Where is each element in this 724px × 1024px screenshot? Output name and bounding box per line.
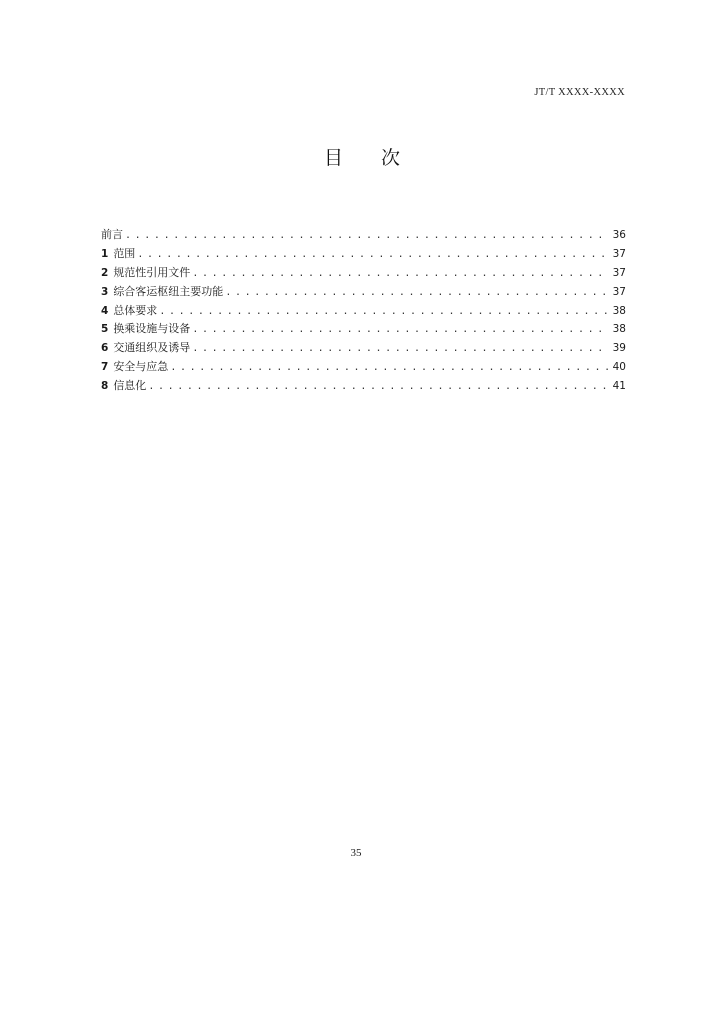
- toc-entry-number: 2: [101, 266, 109, 279]
- toc-entry-page: 37: [612, 285, 626, 298]
- page-number: 35: [350, 847, 362, 859]
- toc-entry-title: 信息化: [113, 379, 147, 393]
- toc-entry-7[interactable]: [101, 358, 626, 377]
- toc-leader-dots: [170, 359, 609, 378]
- toc-entry-title: 规范性引用文件: [113, 265, 191, 279]
- toc-entry-page: 37: [612, 247, 626, 260]
- toc-entry-title: 前言: [101, 228, 123, 241]
- toc-entry-title: 范围: [113, 246, 136, 260]
- toc-entry-title: 安全与应急: [113, 360, 169, 374]
- title-part-2: 次: [381, 147, 401, 169]
- standard-code: JT/T XXXX-XXXX: [534, 87, 625, 98]
- toc-entry-4[interactable]: [101, 302, 626, 321]
- table-of-contents: [101, 226, 626, 396]
- toc-entry-title: 交通组织及诱导: [113, 341, 191, 355]
- toc-entry-number: 7: [101, 361, 109, 374]
- toc-entry-number: 5: [101, 323, 109, 336]
- toc-entry-page: 37: [612, 266, 626, 279]
- toc-entry-page: 38: [612, 304, 626, 317]
- toc-leader-dots: [225, 284, 609, 303]
- toc-entry-5[interactable]: [101, 320, 626, 339]
- toc-leader-dots: [137, 246, 609, 265]
- title-part-1: 目: [323, 147, 343, 169]
- toc-entry-foreword[interactable]: [101, 226, 626, 245]
- toc-entry-title: 总体要求: [113, 303, 158, 317]
- toc-entry-title: 综合客运枢纽主要功能: [113, 284, 224, 298]
- toc-leader-dots: [192, 340, 609, 359]
- toc-entry-8[interactable]: [101, 377, 626, 396]
- toc-leader-dots: [192, 265, 609, 284]
- toc-entry-number: 8: [101, 380, 109, 393]
- toc-leader-dots: [125, 227, 609, 246]
- toc-leader-dots: [192, 321, 609, 340]
- toc-leader-dots: [159, 303, 609, 322]
- toc-entry-number: 6: [101, 342, 109, 355]
- toc-entry-2[interactable]: [101, 264, 626, 283]
- toc-entry-number: 1: [101, 247, 109, 260]
- toc-entry-number: 4: [101, 304, 109, 317]
- toc-entry-page: 41: [612, 380, 626, 393]
- toc-entry-3[interactable]: [101, 283, 626, 302]
- toc-entry-number: 3: [101, 285, 109, 298]
- toc-entry-page: 38: [612, 323, 626, 336]
- toc-leader-dots: [148, 378, 609, 397]
- toc-entry-6[interactable]: [101, 339, 626, 358]
- page-title: [0, 143, 724, 170]
- toc-entry-1[interactable]: [101, 245, 626, 264]
- toc-entry-page: 39: [612, 342, 626, 355]
- toc-entry-title: 换乘设施与设备: [113, 322, 191, 336]
- toc-entry-page: 36: [612, 229, 626, 241]
- toc-entry-page: 40: [612, 361, 626, 374]
